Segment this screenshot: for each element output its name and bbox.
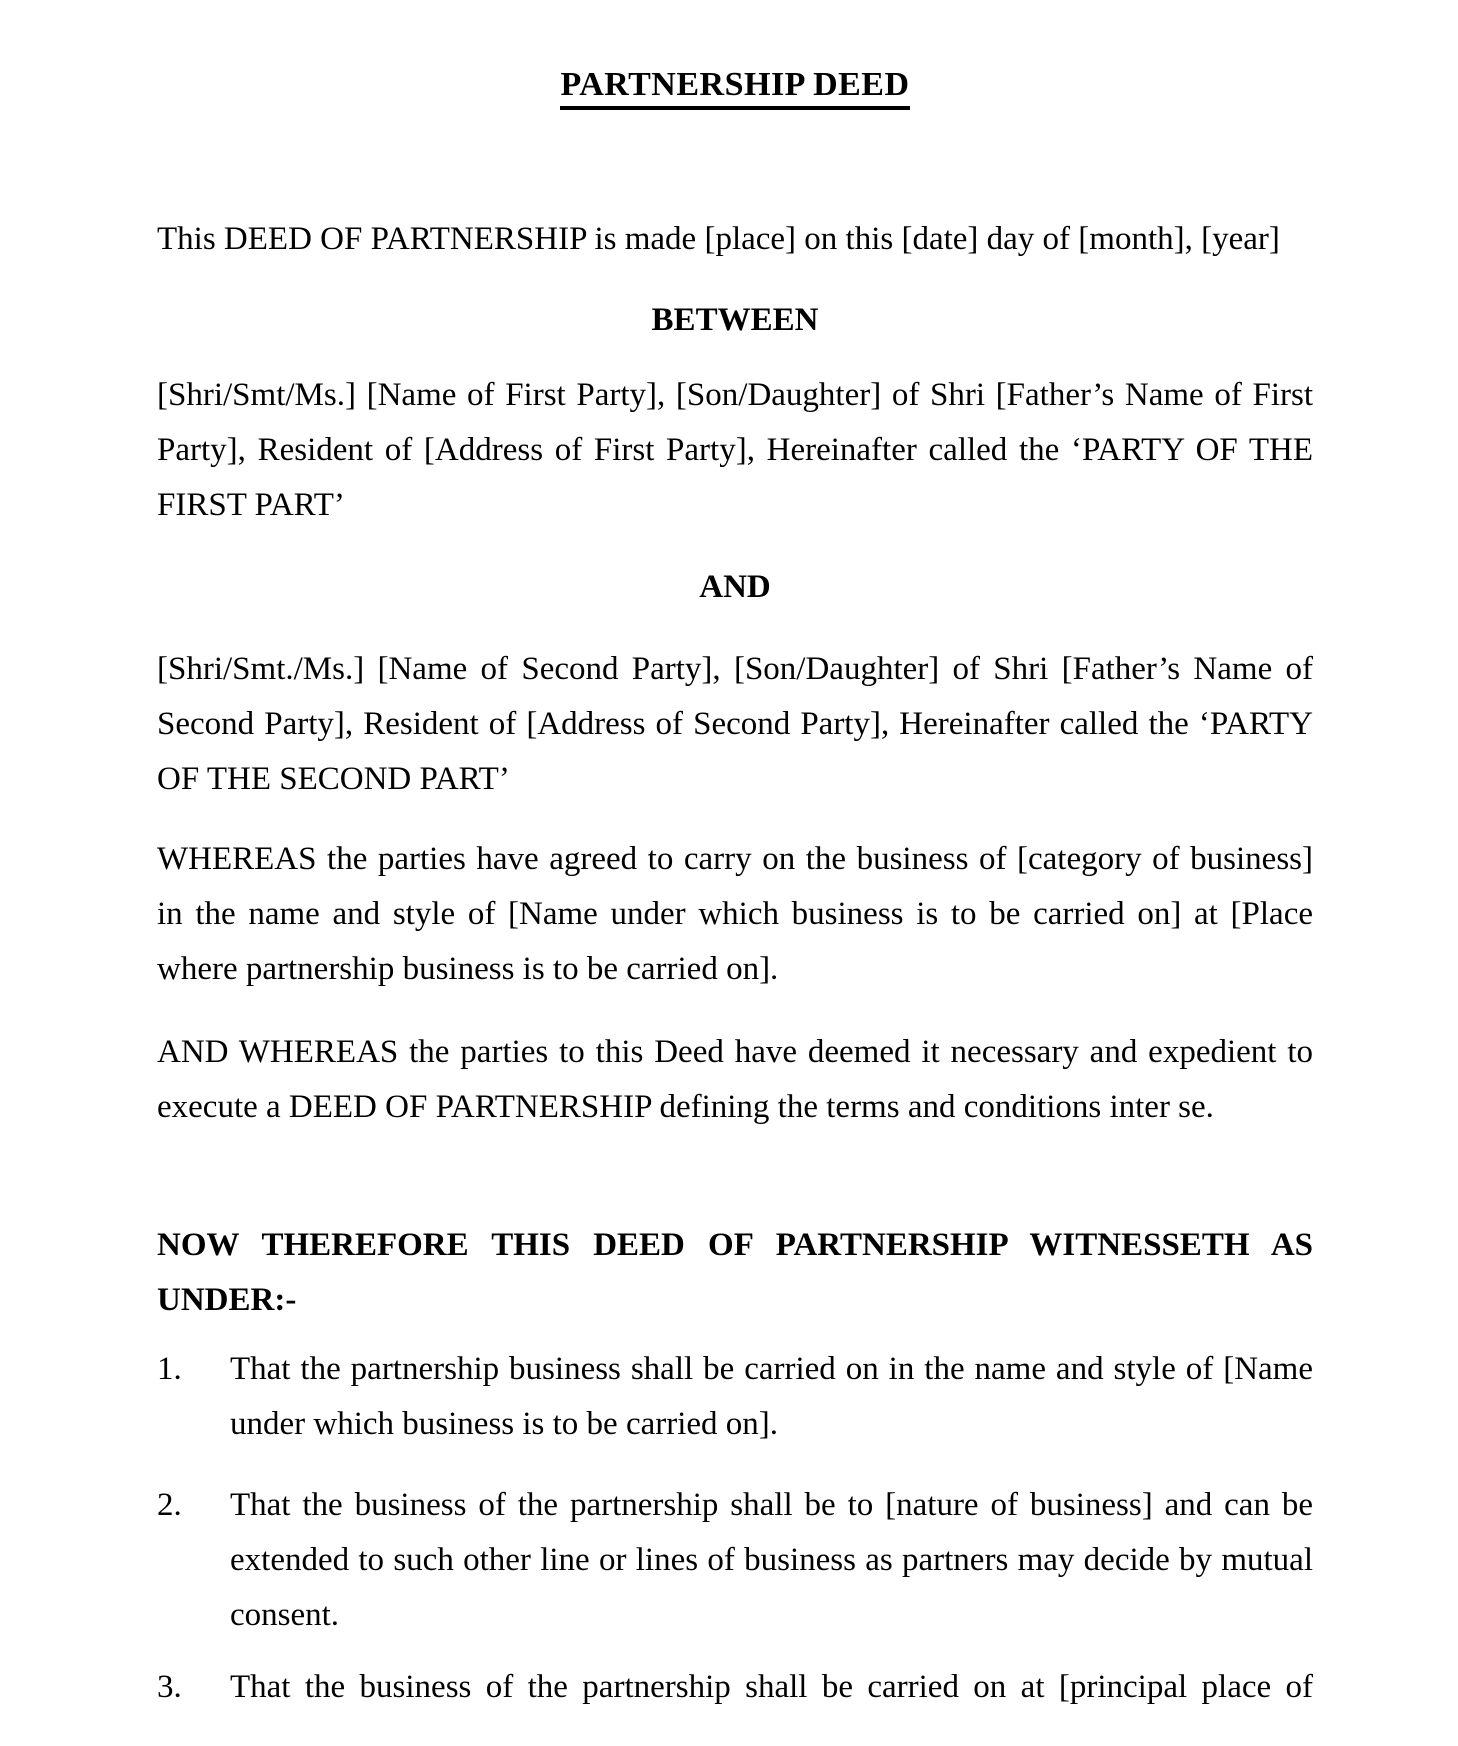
clause-number: 2. (157, 1487, 182, 1523)
whereas-clause: WHEREAS the parties have agreed to carry on the business of [category of business] in the name and style of [Name under which business is to be carried on] at [Place where partnership business is to be carried on]. (157, 841, 1313, 987)
clause-text: That the business of the partnership shall be carried on at [principal place of (230, 1669, 1313, 1705)
and-heading: AND (699, 569, 771, 605)
clause-item-2 (157, 1478, 1313, 1643)
clause-number: 3. (157, 1669, 182, 1705)
clauses-list (157, 1342, 1313, 1715)
first-party-clause: [Shri/Smt/Ms.] [Name of First Party], [Son/Daughter] of Shri [Father’s Name of First Party], Resident of [Address of First Party], Hereinafter called the ‘PARTY OF THE FIRST PART’ (157, 377, 1313, 523)
and-whereas-clause: AND WHEREAS the parties to this Deed have deemed it necessary and expedient to execute a DEED OF PARTNERSHIP defining the terms and conditions inter se. (157, 1034, 1313, 1125)
second-party-clause: [Shri/Smt./Ms.] [Name of Second Party], [Son/Daughter] of Shri [Father’s Name of Second Party], Resident of [Address of Second Party], Hereinafter called the ‘PARTY OF THE SECOND PART’ (157, 651, 1313, 797)
clause-number: 1. (157, 1351, 182, 1387)
opening-clause: This DEED OF PARTNERSHIP is made [place] on this [date] day of [month], [year] (157, 221, 1280, 257)
clause-text: That the partnership business shall be carried on in the name and style of [Name under which business is to be carried on]. (230, 1351, 1313, 1442)
clause-text: That the business of the partnership shall be to [nature of business] and can be extended to such other line or lines of business as partners may decide by mutual consent. (230, 1487, 1313, 1633)
document-title (157, 60, 1313, 110)
clause-item-1 (157, 1342, 1313, 1452)
witnesseth-heading: NOW THEREFORE THIS DEED OF PARTNERSHIP WITNESSETH AS UNDER:- (157, 1227, 1313, 1318)
clause-item-3 (157, 1660, 1313, 1715)
between-heading: BETWEEN (651, 302, 819, 338)
document-title-text: PARTNERSHIP DEED (560, 66, 909, 110)
